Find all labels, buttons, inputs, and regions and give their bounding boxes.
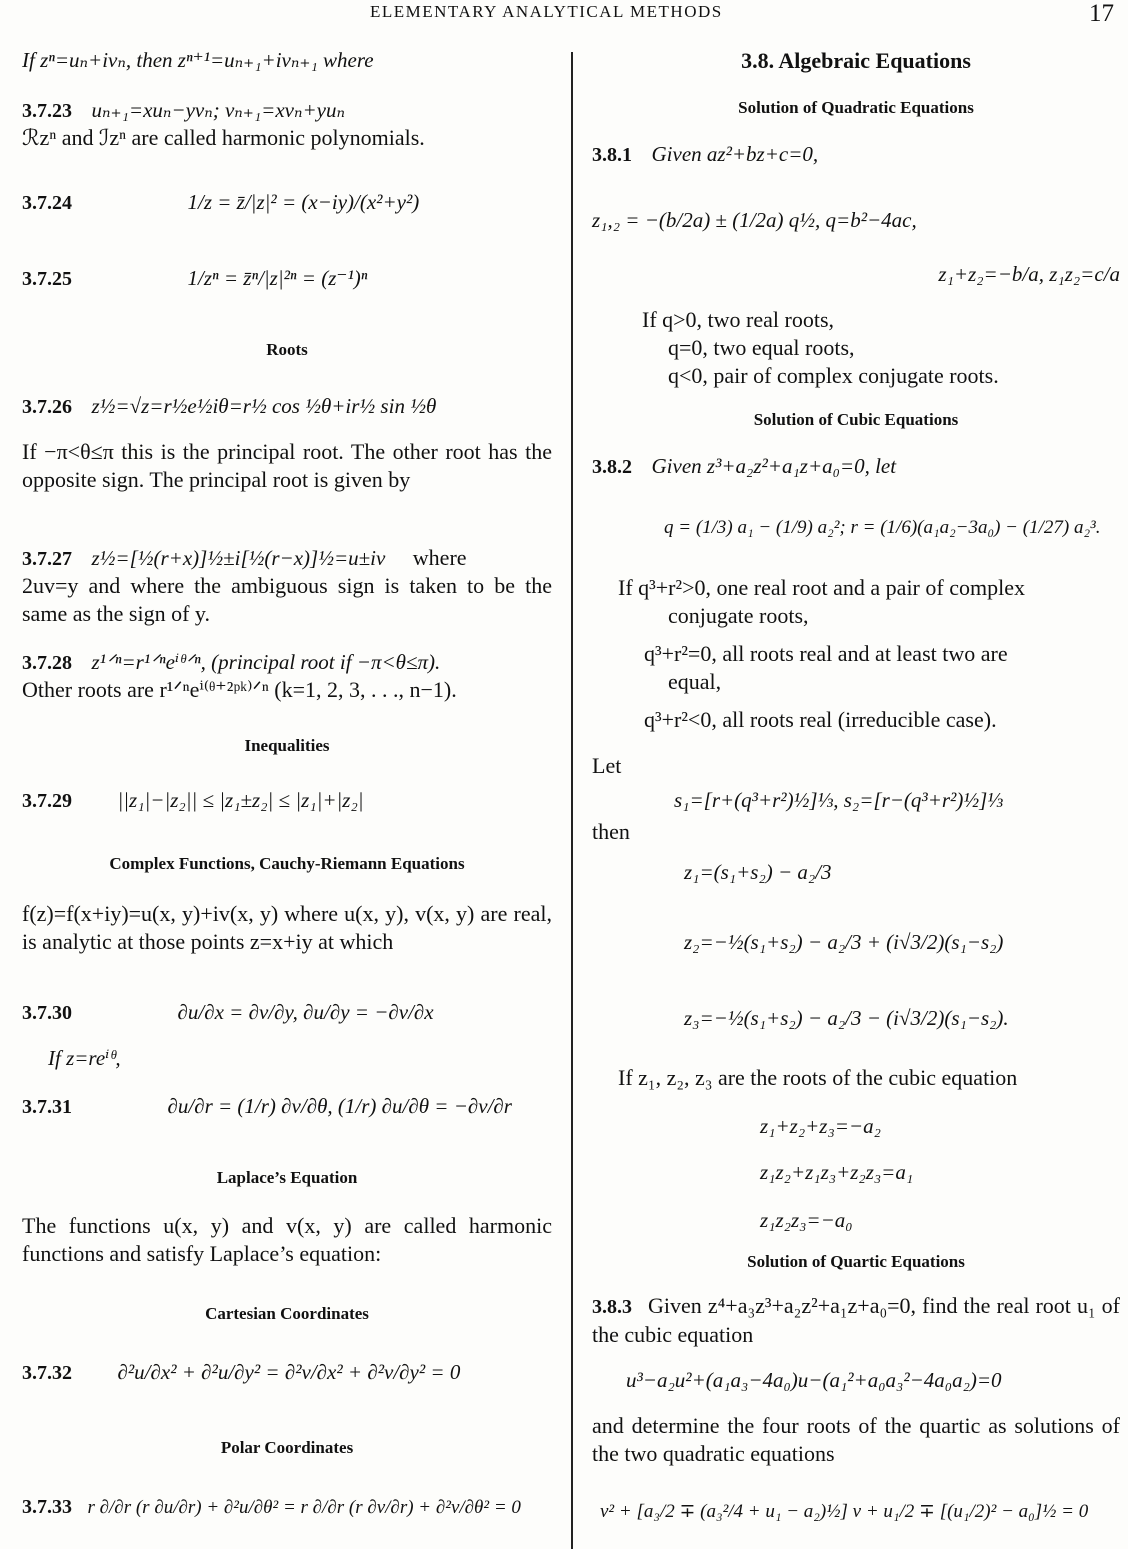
- equation-number: 3.8.3: [592, 1296, 632, 1318]
- equation-body: ∂²u/∂x² + ∂²u/∂y² = ∂²v/∂x² + ∂²v/∂y² = 0: [117, 1360, 461, 1384]
- cubic-negative-case: q³+r²<0, all roots real (irreducible case).: [644, 707, 997, 732]
- resolvent-cubic: u³−a₂u²+(a₁a₃−4a₀)u−(a₁²+a₀a₃²−4a₀a₂)=0: [626, 1368, 1002, 1392]
- equation-3-7-30: [22, 998, 552, 1027]
- equation-number: 3.7.28: [22, 652, 72, 674]
- quartic-text: and determine the four roots of the quartic as solutions of the two quadratic equations: [592, 1413, 1120, 1466]
- cubic-root-z2: z₂=−½(s₁+s₂) − a₂/3 + (i√3/2)(s₁−s₂): [684, 930, 1004, 954]
- equation-body: Given az²+bz+c=0,: [651, 142, 819, 166]
- cubic-positive-case-cont: conjugate roots,: [668, 603, 809, 628]
- equation-3-8-1: [592, 140, 1120, 169]
- quartic-quadratics: v² + [a₃/2 ∓ (a₃²/4 + u₁ − a₂)½] v + u₁/2 ∓ [(u₁/2)² − a₀]½ = 0: [600, 1501, 1089, 1522]
- equation-3-8-3: [592, 1292, 1120, 1349]
- equation-3-7-26: [22, 392, 552, 421]
- equation-body: r ∂/∂r (r ∂u/∂r) + ∂²u/∂θ² = r ∂/∂r (r ∂v/∂r) + ∂²v/∂θ² = 0: [87, 1497, 521, 1518]
- quadratic-heading: Solution of Quadratic Equations: [738, 98, 974, 117]
- cubic-roots-text: If z₁, z₂, z₃ are the roots of the cubic equation: [618, 1065, 1018, 1090]
- equation-3-7-29: [22, 786, 552, 815]
- equation-3-7-28: [22, 648, 552, 677]
- equation-number: 3.7.25: [22, 268, 72, 290]
- inequalities-heading: Inequalities: [244, 736, 330, 755]
- vieta-sum: z₁+z₂+z₃=−a₂: [760, 1114, 881, 1138]
- roots-heading: Roots: [266, 340, 308, 359]
- page-header: [0, 0, 1128, 28]
- cubic-zero-case: q³+r²=0, all roots real and at least two are: [644, 641, 1008, 666]
- equation-body: ∂u/∂r = (1/r) ∂v/∂θ, (1/r) ∂u/∂θ = −∂v/∂r: [167, 1094, 512, 1118]
- quadratic-roots: z₁,₂ = −(b/2a) ± (1/2a) q½, q=b²−4ac,: [592, 208, 917, 232]
- section-title: 3.8. Algebraic Equations: [741, 48, 971, 73]
- q-positive-case: If q>0, two real roots,: [642, 307, 835, 332]
- equation-number: 3.7.24: [22, 192, 72, 214]
- equation-3-7-24: [22, 188, 552, 217]
- vieta-pairs: z₁z₂+z₁z₃+z₂z₃=a₁: [760, 1160, 914, 1184]
- cauchy-riemann-heading: Complex Functions, Cauchy-Riemann Equations: [109, 854, 465, 873]
- equation-number: 3.7.31: [22, 1096, 72, 1118]
- intro-line: If zⁿ=uₙ+ivₙ, then zⁿ⁺¹=uₙ₊₁+ivₙ₊₁ where: [22, 48, 374, 72]
- equation-number: 3.7.29: [22, 790, 72, 812]
- q-negative-case: q<0, pair of complex conjugate roots.: [668, 363, 999, 388]
- polar-heading: Polar Coordinates: [220, 1438, 354, 1457]
- polar-if-text: If z=reⁱᶿ,: [48, 1046, 121, 1070]
- equation-3-8-2: [592, 452, 1120, 481]
- column-divider: [571, 52, 573, 1549]
- equation-body: ∂u/∂x = ∂v/∂y, ∂u/∂y = −∂v/∂x: [177, 1000, 434, 1024]
- equation-3-7-31: [22, 1092, 552, 1121]
- equation-body: z½=√z=r½e½iθ=r½ cos ½θ+ir½ sin ½θ: [91, 394, 437, 418]
- running-head: ELEMENTARY ANALYTICAL METHODS: [370, 2, 723, 21]
- harmonic-note: ℛzⁿ and ℐzⁿ are called harmonic polynomials.: [22, 125, 425, 150]
- equation-3-7-33: [22, 1492, 552, 1522]
- equation-number: 3.7.32: [22, 1362, 72, 1384]
- equation-number: 3.7.27: [22, 548, 72, 570]
- equation-number: 3.7.26: [22, 396, 72, 418]
- laplace-heading: Laplace’s Equation: [216, 1168, 358, 1187]
- equation-body: Given z⁴+a₃z³+a₂z²+a₁z+a₀=0, find the real root u₁ of the cubic equation: [592, 1293, 1120, 1347]
- quartic-heading: Solution of Quartic Equations: [747, 1252, 965, 1271]
- page-number: 17: [1089, 0, 1114, 27]
- equation-number: 3.7.33: [22, 1496, 72, 1518]
- s-definitions: s₁=[r+(q³+r²)½]⅓, s₂=[r−(q³+r²)½]⅓: [674, 788, 1004, 812]
- equation-body: ||z₁|−|z₂|| ≤ |z₁±z₂| ≤ |z₁|+|z₂|: [117, 788, 364, 812]
- other-roots-text: Other roots are r¹ᐟⁿeⁱ⁽ᶿ⁺²ᵖᵏ⁾ᐟⁿ (k=1, 2, 3, . . ., n−1).: [22, 677, 457, 702]
- cubic-root-z1: z₁=(s₁+s₂) − a₂/3: [684, 860, 832, 884]
- equation-3-7-25: [22, 264, 552, 293]
- equation-body: Given z³+a₂z²+a₁z+a₀=0, let: [651, 454, 897, 478]
- principal-root-text: If −π<θ≤π this is the principal root. The other root has the opposite sign. The principal root is given by: [22, 439, 552, 492]
- cartesian-heading: Cartesian Coordinates: [205, 1304, 369, 1323]
- ambiguous-sign-text: 2uv=y and where the ambiguous sign is taken to be the same as the sign of y.: [22, 573, 552, 626]
- cubic-root-z3: z₃=−½(s₁+s₂) − a₂/3 − (i√3/2)(s₁−s₂).: [684, 1006, 1009, 1030]
- equation-number: 3.8.1: [592, 144, 632, 166]
- laplace-text: The functions u(x, y) and v(x, y) are called harmonic functions and satisfy Laplace’s equation:: [22, 1213, 552, 1266]
- equation-number: 3.8.2: [592, 456, 632, 478]
- equation-number: 3.7.23: [22, 100, 72, 122]
- equation-3-7-23: [22, 96, 552, 125]
- then-label: then: [592, 819, 630, 844]
- quadratic-sum-product: z₁+z₂=−b/a, z₁z₂=c/a: [938, 262, 1120, 286]
- cubic-zero-case-cont: equal,: [668, 669, 722, 694]
- equation-number: 3.7.30: [22, 1002, 72, 1024]
- equation-3-7-32: [22, 1358, 552, 1387]
- equation-body: z½=[½(r+x)]½±i[½(r−x)]½=u±iv: [91, 546, 386, 570]
- equation-body: uₙ₊₁=xuₙ−yvₙ; vₙ₊₁=xvₙ+yuₙ: [91, 98, 346, 122]
- q-zero-case: q=0, two equal roots,: [668, 335, 855, 360]
- where-label: where: [412, 545, 467, 570]
- vieta-product: z₁z₂z₃=−a₀: [760, 1208, 853, 1232]
- cubic-heading: Solution of Cubic Equations: [753, 410, 959, 429]
- equation-3-7-27: [22, 544, 552, 573]
- equation-body: 1/zⁿ = z̄ⁿ/|z|²ⁿ = (z⁻¹)ⁿ: [187, 266, 368, 290]
- let-label: Let: [592, 753, 622, 778]
- cubic-positive-case: If q³+r²>0, one real root and a pair of complex: [618, 575, 1025, 600]
- equation-body: z¹ᐟⁿ=r¹ᐟⁿeⁱᶿᐟⁿ, (principal root if −π<θ≤π).: [91, 650, 441, 674]
- equation-body: 1/z = z̄/|z|² = (x−iy)/(x²+y²): [187, 190, 420, 214]
- analytic-text: f(z)=f(x+iy)=u(x, y)+iv(x, y) where u(x, y), v(x, y) are real, is analytic at those points z=x+iy at which: [22, 901, 552, 954]
- cubic-q-r-definitions: q = (1/3) a₁ − (1/9) a₂²; r = (1/6)(a₁a₂−3a₀) − (1/27) a₂³.: [664, 517, 1101, 538]
